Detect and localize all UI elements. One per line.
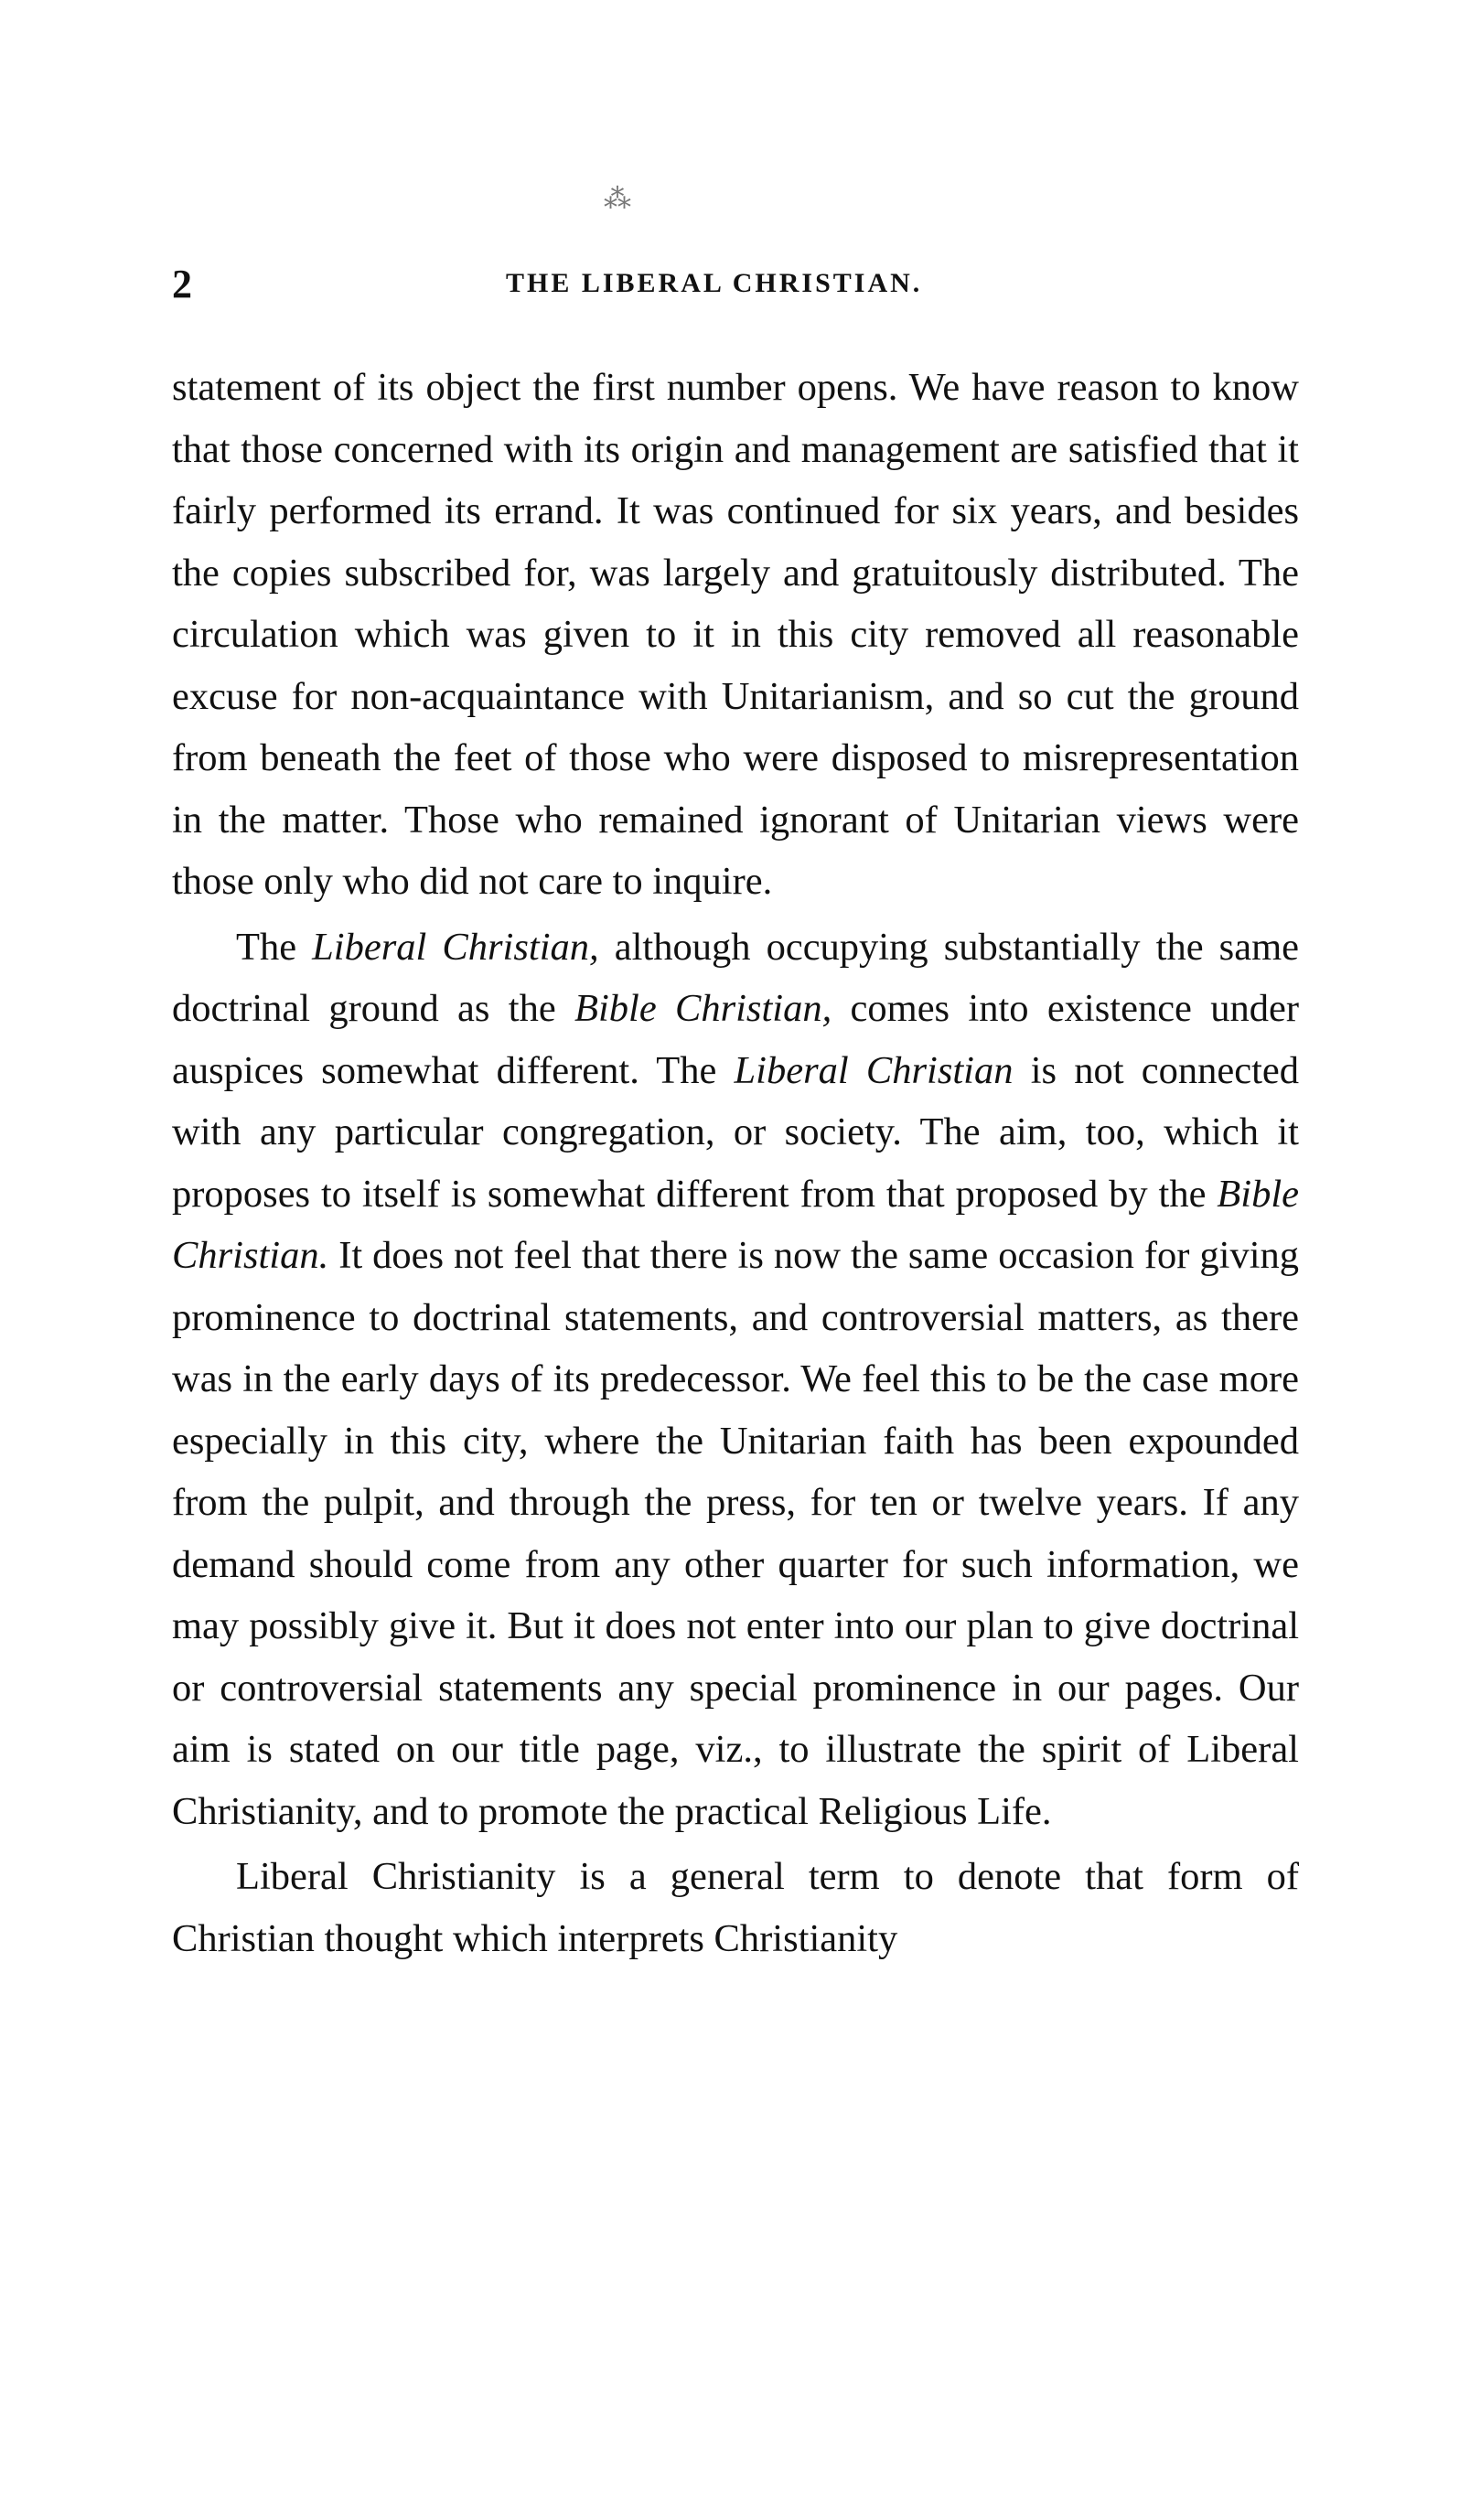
running-title: THE LIBERAL CHRISTIAN. (506, 268, 923, 298)
italic-title-run: Bible Christian. (172, 1172, 1299, 1277)
text-run: comes into existence under auspices somewhat different. The (172, 987, 1299, 1092)
text-run: although occupying substantially the same doctrinal ground as the (172, 925, 1299, 1030)
text-run: The (236, 925, 313, 969)
paragraph-2 (172, 917, 1299, 1843)
italic-title-run: Liberal Christian (734, 1048, 1014, 1092)
text-run: statement of its object the first number opens. We have reason to know that those concerned with its origin and management are satisfied that it fairly performed its errand. It was continued for six years, and besides the copies subscribed for, was largely and gratuitously distributed. The circulation which was given to it in this city removed all reasonable excuse for non-acquaintance with Unitarianism, and so cut the ground from beneath the feet of those who were disposed to misrepresentation in the matter. Those who remained ignorant of Unitarian views were those only who did not care to inquire. (172, 366, 1299, 903)
text-run: It does not feel that there is now the same occasion for giving prominence to doctrinal statements, and controversial matters, as there was in the early days of its predecessor. We feel this to be the case more especially in this city, where the Unitarian faith has been expounded from the pulpit, and through the press, for ten or twelve years. If any demand should come from any other quarter for such information, we may possibly give it. But it does not enter into our plan to give doctrinal or controversial statements any special prominence in our pages. Our aim is stated on our title page, viz., to illustrate the spirit of Liberal Christianity, and to promote the practical Religious Life. (172, 1234, 1299, 1833)
body-text (172, 357, 1299, 1969)
text-run: Liberal Christianity is a general term to denote that form of Christian thought which interprets Christianity (172, 1855, 1299, 1960)
running-head (172, 261, 1297, 306)
text-run: is not connected with any particular congregation, or society. The aim, too, which it proposes to itself is somewhat different from that proposed by the (172, 1048, 1299, 1216)
printer-ornament: ⁂ (604, 184, 631, 214)
italic-title-run: Bible Christian, (574, 987, 832, 1030)
page-number: 2 (172, 262, 192, 306)
paragraph-1 (172, 357, 1299, 913)
paragraph-3 (172, 1846, 1299, 1969)
italic-title-run: Liberal Christian, (312, 925, 599, 969)
